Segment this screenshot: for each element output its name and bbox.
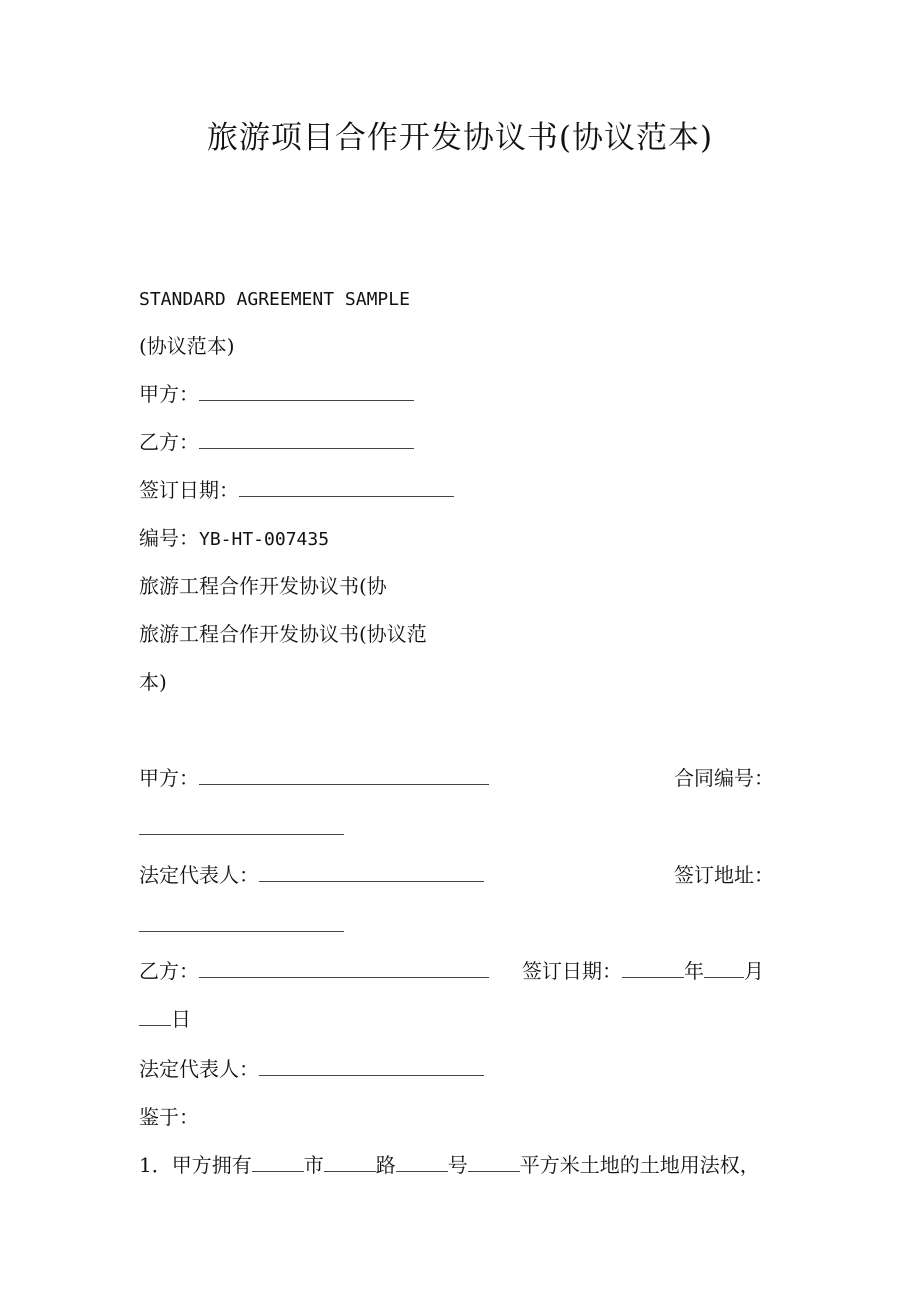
form-party-b bbox=[139, 958, 489, 984]
day-blank[interactable] bbox=[139, 1011, 171, 1026]
legal-rep-b-label: 法定代表人： bbox=[139, 1057, 259, 1081]
city-blank[interactable] bbox=[252, 1157, 304, 1172]
clause-1-prefix: 1．甲方拥有 bbox=[139, 1153, 252, 1177]
number-blank[interactable] bbox=[396, 1157, 448, 1172]
form-party-a-label: 甲方： bbox=[139, 766, 199, 790]
clause-1-tail: 平方米土地的土地用法权， bbox=[519, 1153, 760, 1177]
sample-label-cn: (协议范本) bbox=[139, 334, 235, 358]
number-label: 编号： bbox=[139, 526, 199, 550]
cover-party-b bbox=[139, 429, 414, 455]
day-label: 日 bbox=[171, 1007, 191, 1031]
form-party-b-blank[interactable] bbox=[199, 963, 489, 978]
contract-no-label: 合同编号： bbox=[674, 766, 774, 790]
legal-rep-b-blank[interactable] bbox=[259, 1061, 484, 1076]
day-row bbox=[139, 1006, 191, 1032]
sign-date-blank[interactable] bbox=[239, 482, 454, 497]
whereas: 鉴于： bbox=[139, 1105, 199, 1129]
sign-place-blank-row bbox=[139, 912, 344, 938]
area-blank[interactable] bbox=[468, 1157, 520, 1172]
form-party-a bbox=[139, 765, 489, 791]
cover-number bbox=[139, 525, 329, 553]
year-blank[interactable] bbox=[622, 963, 684, 978]
contract-no-blank-row bbox=[139, 815, 344, 841]
party-b-blank[interactable] bbox=[199, 434, 414, 449]
cover-sign-date bbox=[139, 477, 454, 503]
party-a-label: 甲方： bbox=[139, 382, 199, 406]
form-sign-date-label: 签订日期： bbox=[522, 959, 622, 983]
number-label-clause: 号 bbox=[447, 1153, 468, 1177]
clause-1 bbox=[139, 1152, 760, 1178]
month-blank[interactable] bbox=[704, 963, 744, 978]
month-label: 月 bbox=[744, 959, 764, 983]
contract-no-blank[interactable] bbox=[139, 820, 344, 835]
legal-rep-blank[interactable] bbox=[259, 867, 484, 882]
form-party-a-blank[interactable] bbox=[199, 770, 489, 785]
party-b-label: 乙方： bbox=[139, 430, 199, 454]
road-blank[interactable] bbox=[324, 1157, 376, 1172]
number-value: YB-HT-007435 bbox=[199, 529, 330, 550]
sign-place-blank[interactable] bbox=[139, 917, 344, 932]
form-legal-rep-b bbox=[139, 1056, 484, 1082]
legal-rep-label: 法定代表人： bbox=[139, 863, 259, 887]
document-title: 旅游项目合作开发协议书(协议范本) bbox=[206, 120, 714, 156]
road-label: 路 bbox=[375, 1153, 396, 1177]
year-label: 年 bbox=[684, 959, 704, 983]
sample-label: STANDARD AGREEMENT SAMPLE bbox=[139, 289, 410, 310]
party-a-blank[interactable] bbox=[199, 386, 414, 401]
city-label: 市 bbox=[303, 1153, 324, 1177]
sign-date-label: 签订日期： bbox=[139, 478, 239, 502]
form-party-b-label: 乙方： bbox=[139, 959, 199, 983]
cover-party-a bbox=[139, 381, 414, 407]
heading-line-2: 旅游工程合作开发协议书(协议范 bbox=[139, 622, 427, 646]
heading-line-1: 旅游工程合作开发协议书(协 bbox=[139, 574, 387, 598]
sign-place-label: 签订地址： bbox=[674, 863, 774, 887]
form-sign-date bbox=[522, 958, 764, 984]
heading-line-3: 本) bbox=[139, 670, 167, 694]
form-legal-rep bbox=[139, 862, 484, 888]
